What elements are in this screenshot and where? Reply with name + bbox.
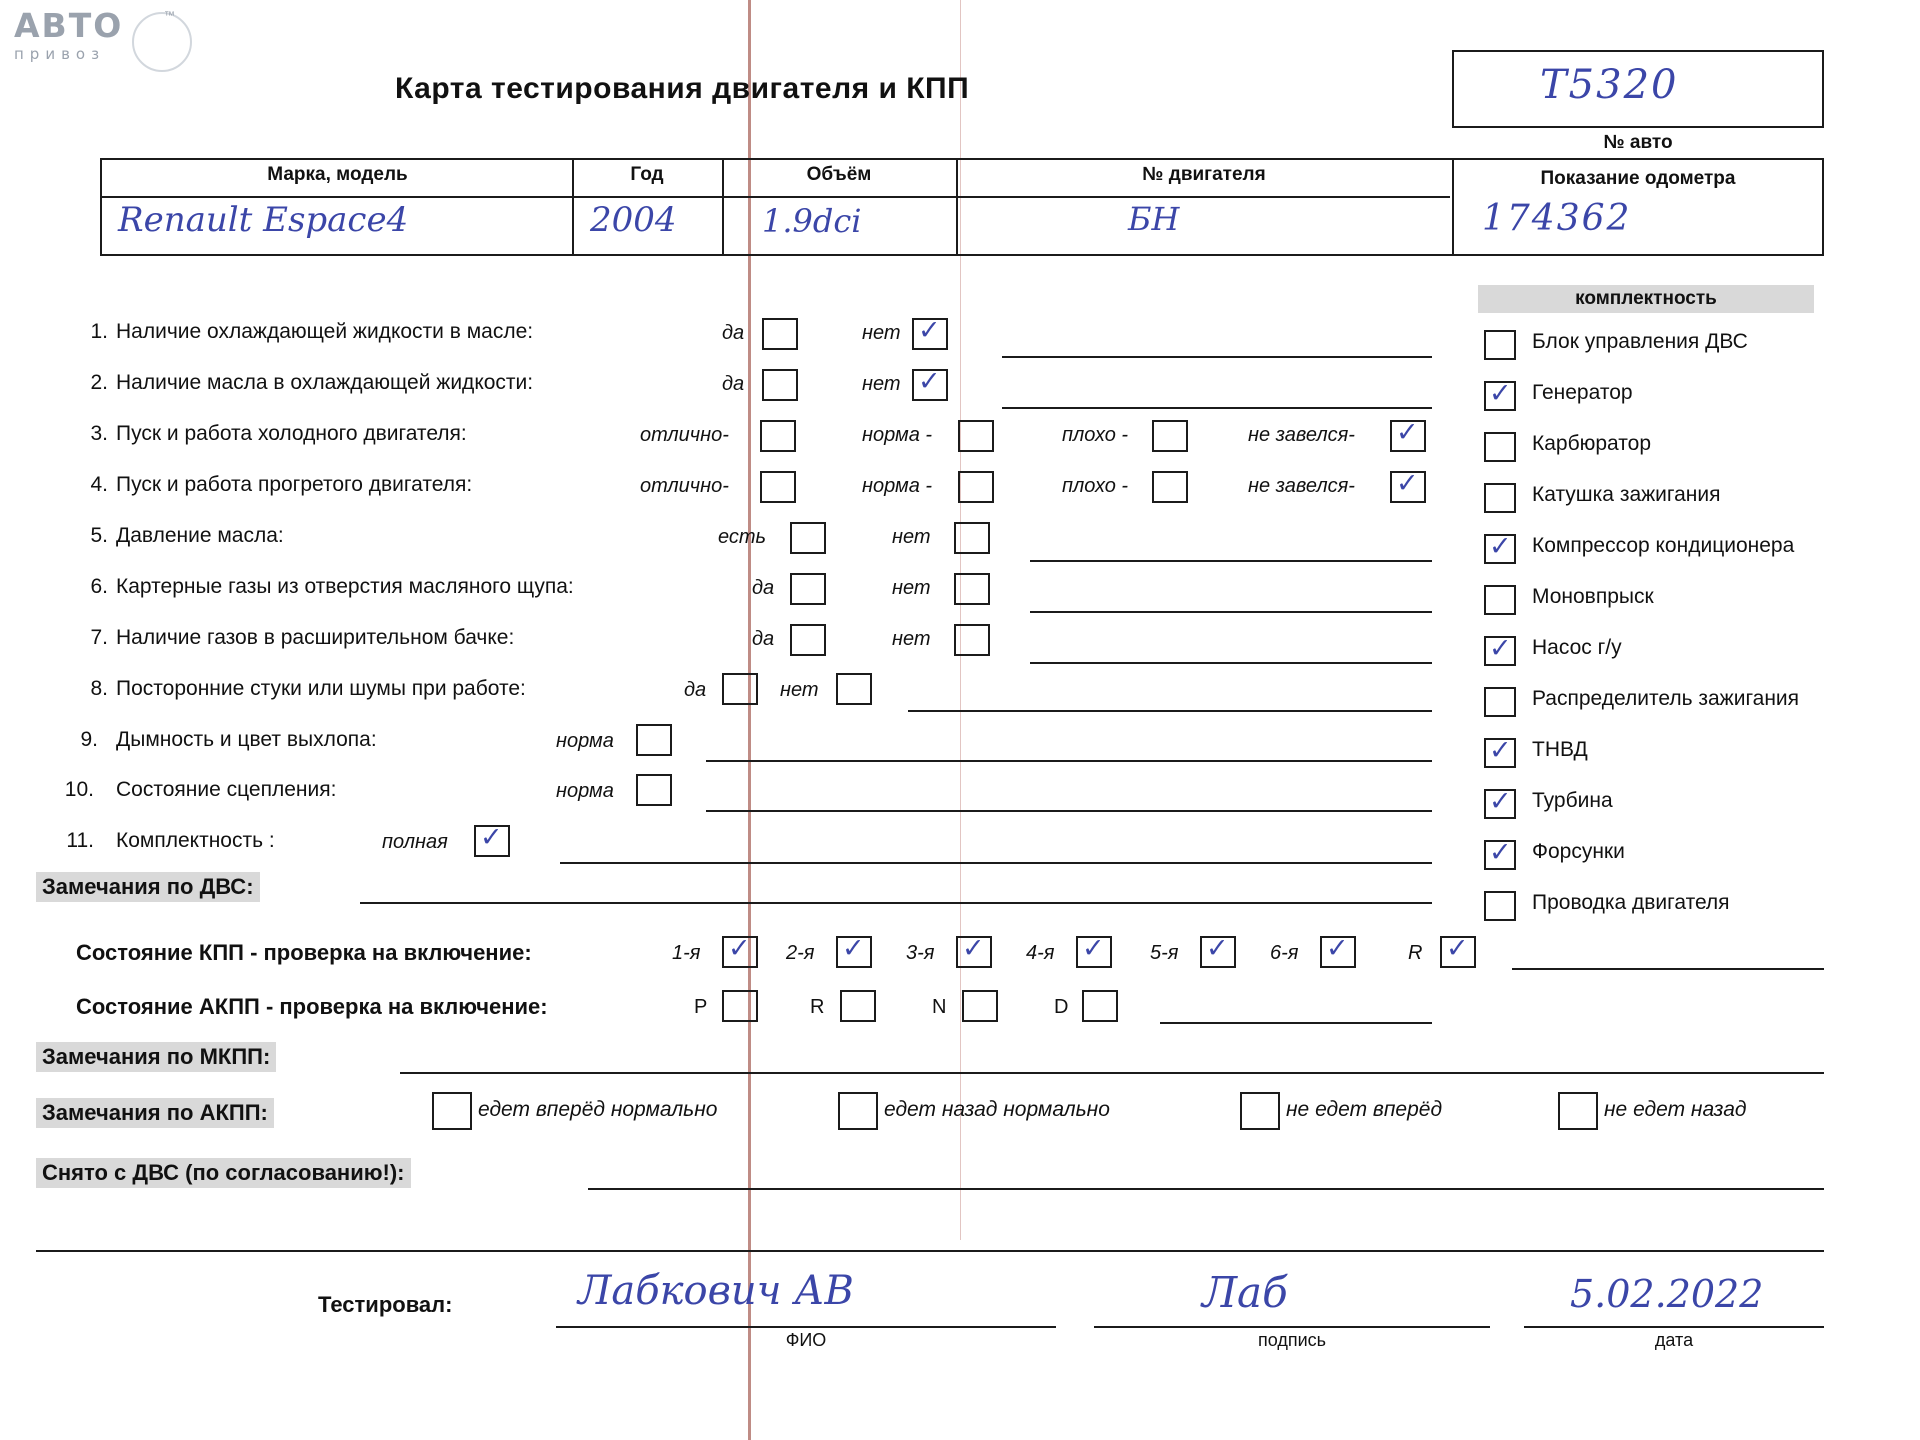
option-label-3-bad: плохо - bbox=[1062, 424, 1129, 446]
completeness-label-7: Распределитель зажигания bbox=[1532, 687, 1800, 710]
mkpp-notes-line bbox=[400, 1072, 1824, 1074]
checkbox-6-yes[interactable] bbox=[790, 573, 826, 605]
question-text-1: Наличие охлаждающей жидкости в масле: bbox=[116, 320, 534, 343]
completeness-check-mark-4: ✓ bbox=[1489, 531, 1512, 562]
tester-name-line bbox=[556, 1326, 1056, 1328]
akpp-row-line bbox=[1160, 1022, 1432, 1024]
akpp-gear-label-d: D bbox=[1054, 996, 1069, 1018]
option-label-6-yes: да bbox=[752, 577, 775, 599]
completeness-label-10: Форсунки bbox=[1532, 840, 1625, 863]
option-label-3-excellent: отлично- bbox=[640, 424, 729, 446]
completeness-label-6: Насос г/у bbox=[1532, 636, 1622, 659]
comment-line-9 bbox=[706, 760, 1432, 762]
akpp-checkbox-r[interactable] bbox=[840, 990, 876, 1022]
dvs-notes-line bbox=[360, 902, 1432, 904]
gear-label-6: 6-я bbox=[1270, 942, 1299, 964]
col-header-odometer: Показание одометра bbox=[1540, 168, 1736, 189]
section-label-removed: Снято с ДВС (по согласованию!): bbox=[36, 1158, 411, 1188]
comment-line-6 bbox=[1030, 611, 1432, 613]
checkbox-5-no[interactable] bbox=[954, 522, 990, 554]
tester-signature-line bbox=[1094, 1326, 1490, 1328]
value-brand-model: Renault Espace4 bbox=[118, 200, 409, 240]
akpp-note-label-0: едет вперёд нормально bbox=[478, 1098, 718, 1121]
completeness-check-mark-1: ✓ bbox=[1489, 378, 1512, 409]
comment-line-7 bbox=[1030, 662, 1432, 664]
checkbox-5-yes[interactable] bbox=[790, 522, 826, 554]
col-header-brand: Марка, модель bbox=[267, 164, 408, 185]
completeness-check-mark-9: ✓ bbox=[1489, 786, 1512, 817]
option-label-4-normal: норма - bbox=[862, 475, 933, 497]
akpp-note-label-1: едет назад нормально bbox=[884, 1098, 1110, 1121]
comment-line-2 bbox=[1002, 407, 1432, 409]
test-date-value: 5.02.2022 bbox=[1570, 1272, 1764, 1316]
logo-circle-icon bbox=[132, 12, 192, 72]
gear-check-mark-5: ✓ bbox=[1206, 933, 1229, 964]
value-engine-number: БН bbox=[1128, 200, 1180, 238]
option-label-7-no: нет bbox=[892, 628, 931, 650]
check-mark-11: ✓ bbox=[480, 822, 503, 853]
option-label-9-normal: норма bbox=[556, 730, 614, 752]
question-text-4: Пуск и работа прогретого двигателя: bbox=[116, 473, 473, 496]
question-text-9: Дымность и цвет выхлопа: bbox=[116, 728, 377, 751]
question-text-11: Комплектность : bbox=[116, 829, 275, 852]
checkbox-6-no[interactable] bbox=[954, 573, 990, 605]
gear-check-mark-1: ✓ bbox=[728, 933, 751, 964]
question-number-2: 2. bbox=[90, 371, 108, 394]
completeness-label-11: Проводка двигателя bbox=[1532, 891, 1730, 914]
akpp-checkbox-d[interactable] bbox=[1082, 990, 1118, 1022]
completeness-label-0: Блок управления ДВС bbox=[1532, 330, 1748, 353]
akpp-note-label-3: не едет назад bbox=[1604, 1098, 1747, 1121]
question-number-7: 7. bbox=[90, 626, 108, 649]
option-label-2-no: нет bbox=[862, 373, 901, 395]
option-label-8-no: нет bbox=[780, 679, 819, 701]
tester-name-value: Лабкович АВ bbox=[578, 1268, 854, 1314]
completeness-checkbox-3[interactable] bbox=[1484, 483, 1516, 513]
completeness-checkbox-2[interactable] bbox=[1484, 432, 1516, 462]
option-label-7-yes: да bbox=[752, 628, 775, 650]
comment-line-1 bbox=[1002, 356, 1432, 358]
question-number-4: 4. bbox=[90, 473, 108, 496]
completeness-label-1: Генератор bbox=[1532, 381, 1633, 404]
gear-check-mark-6: ✓ bbox=[1326, 933, 1349, 964]
gear-label-1: 1-я bbox=[672, 942, 701, 964]
option-label-11-full: полная bbox=[382, 831, 448, 853]
option-label-4-bad: плохо - bbox=[1062, 475, 1129, 497]
avtoprivoz-logo bbox=[14, 8, 184, 84]
value-year: 2004 bbox=[590, 200, 677, 240]
question-text-6: Картерные газы из отверстия масляного щупа: bbox=[116, 575, 574, 598]
option-label-3-normal: норма - bbox=[862, 424, 933, 446]
lot-number-value: T5320 bbox=[1540, 62, 1679, 108]
comment-line-10 bbox=[706, 810, 1432, 812]
completeness-check-mark-6: ✓ bbox=[1489, 633, 1512, 664]
test-date-line bbox=[1524, 1326, 1824, 1328]
question-text-3: Пуск и работа холодного двигателя: bbox=[116, 422, 467, 445]
checkbox-7-no[interactable] bbox=[954, 624, 990, 656]
logo-trademark: ™ bbox=[164, 10, 175, 22]
checkbox-4-excellent[interactable] bbox=[760, 471, 796, 503]
question-text-10: Состояние сцепления: bbox=[116, 778, 337, 801]
option-label-5-yes: есть bbox=[718, 526, 767, 548]
completeness-label-4: Компрессор кондиционера bbox=[1532, 534, 1795, 557]
question-number-1: 1. bbox=[90, 320, 108, 343]
comment-line-5 bbox=[1030, 560, 1432, 562]
page-title: Карта тестирования двигателя и КПП bbox=[395, 72, 970, 105]
akpp-checkbox-n[interactable] bbox=[962, 990, 998, 1022]
question-text-5: Давление масла: bbox=[116, 524, 284, 547]
gear-label-3: 3-я bbox=[906, 942, 935, 964]
gear-check-mark-4: ✓ bbox=[1082, 933, 1105, 964]
check-mark-3: ✓ bbox=[1396, 417, 1419, 448]
col-header-year: Год bbox=[630, 164, 664, 185]
checkbox-2-yes[interactable] bbox=[762, 369, 798, 401]
gear-check-mark-r: ✓ bbox=[1446, 933, 1469, 964]
tester-signature-value: Лаб bbox=[1202, 1268, 1288, 1317]
question-number-10: 10. bbox=[64, 778, 94, 801]
section-label-dvs-notes: Замечания по ДВС: bbox=[36, 872, 260, 902]
gear-check-mark-2: ✓ bbox=[842, 933, 865, 964]
option-label-3-nostart: не завелся- bbox=[1248, 424, 1355, 446]
option-label-1-yes: да bbox=[722, 322, 745, 344]
comment-line-11 bbox=[560, 862, 1432, 864]
akpp-gear-label-r: R bbox=[810, 996, 825, 1018]
check-mark-4: ✓ bbox=[1396, 468, 1419, 499]
akpp-note-checkbox-2[interactable] bbox=[1240, 1092, 1280, 1130]
removed-line-1 bbox=[588, 1188, 1824, 1190]
logo-sub-text: привоз bbox=[14, 45, 106, 63]
completeness-label-2: Карбюратор bbox=[1532, 432, 1652, 455]
checkbox-8-yes[interactable] bbox=[722, 673, 758, 705]
option-label-1-no: нет bbox=[862, 322, 901, 344]
checkbox-4-normal[interactable] bbox=[958, 471, 994, 503]
option-label-2-yes: да bbox=[722, 373, 745, 395]
lot-number-label: № авто bbox=[1603, 132, 1673, 153]
option-label-6-no: нет bbox=[892, 577, 931, 599]
check-mark-1: ✓ bbox=[918, 315, 941, 346]
gear-label-r: R bbox=[1408, 942, 1423, 964]
col-header-engine-no: № двигателя bbox=[1142, 164, 1266, 185]
question-number-9: 9. bbox=[80, 728, 98, 751]
question-text-2: Наличие масла в охлаждающей жидкости: bbox=[116, 371, 534, 394]
checkbox-9-normal[interactable] bbox=[636, 724, 672, 756]
completeness-label-9: Турбина bbox=[1532, 789, 1613, 812]
value-odometer: 174362 bbox=[1482, 198, 1632, 239]
completeness-panel-title: комплектность bbox=[1478, 285, 1814, 313]
section-label-akpp-notes: Замечания по АКПП: bbox=[36, 1098, 274, 1128]
question-number-8: 8. bbox=[90, 677, 108, 700]
akpp-note-checkbox-0[interactable] bbox=[432, 1092, 472, 1130]
mkpp-row-line bbox=[1512, 968, 1824, 970]
question-number-6: 6. bbox=[90, 575, 108, 598]
logo-main-text: АВТО bbox=[14, 6, 124, 45]
checkbox-3-normal[interactable] bbox=[958, 420, 994, 452]
completeness-label-8: ТНВД bbox=[1532, 738, 1588, 761]
checkbox-3-bad[interactable] bbox=[1152, 420, 1188, 452]
gear-label-2: 2-я bbox=[786, 942, 815, 964]
checkbox-3-excellent[interactable] bbox=[760, 420, 796, 452]
completeness-check-mark-8: ✓ bbox=[1489, 735, 1512, 766]
question-number-11: 11. bbox=[66, 829, 94, 852]
question-number-3: 3. bbox=[90, 422, 108, 445]
checkbox-10-normal[interactable] bbox=[636, 774, 672, 806]
question-number-5: 5. bbox=[90, 524, 108, 547]
removed-line-2 bbox=[36, 1250, 1824, 1252]
check-mark-2: ✓ bbox=[918, 366, 941, 397]
completeness-label-5: Моновпрыск bbox=[1532, 585, 1654, 608]
option-label-10-normal: норма bbox=[556, 780, 614, 802]
mkpp-row-label: Состояние КПП - проверка на включение: bbox=[76, 940, 532, 965]
option-label-5-no: нет bbox=[892, 526, 931, 548]
gear-check-mark-3: ✓ bbox=[962, 933, 985, 964]
vehicle-info-header-divider bbox=[100, 196, 1450, 198]
akpp-gear-label-p: P bbox=[694, 996, 708, 1018]
option-label-8-yes: да bbox=[684, 679, 707, 701]
gear-label-4: 4-я bbox=[1026, 942, 1055, 964]
tester-name-caption: ФИО bbox=[785, 1330, 827, 1350]
akpp-gear-label-n: N bbox=[932, 996, 947, 1018]
option-label-4-nostart: не завелся- bbox=[1248, 475, 1355, 497]
akpp-note-checkbox-3[interactable] bbox=[1558, 1092, 1598, 1130]
checkbox-4-bad[interactable] bbox=[1152, 471, 1188, 503]
gear-label-5: 5-я bbox=[1150, 942, 1179, 964]
akpp-row-label: Состояние АКПП - проверка на включение: bbox=[76, 994, 548, 1019]
comment-line-8 bbox=[908, 710, 1432, 712]
completeness-check-mark-10: ✓ bbox=[1489, 837, 1512, 868]
completeness-checkbox-7[interactable] bbox=[1484, 687, 1516, 717]
checkbox-8-no[interactable] bbox=[836, 673, 872, 705]
test-date-caption: дата bbox=[1654, 1330, 1694, 1350]
col-header-volume: Объём bbox=[806, 164, 872, 185]
completeness-label-3: Катушка зажигания bbox=[1532, 483, 1721, 506]
question-text-7: Наличие газов в расширительном бачке: bbox=[116, 626, 515, 649]
tester-signature-caption: подпись bbox=[1257, 1330, 1327, 1350]
completeness-checkbox-5[interactable] bbox=[1484, 585, 1516, 615]
tested-by-label: Тестировал: bbox=[318, 1292, 453, 1317]
checkbox-7-yes[interactable] bbox=[790, 624, 826, 656]
akpp-note-label-2: не едет вперёд bbox=[1286, 1098, 1443, 1121]
question-text-8: Посторонние стуки или шумы при работе: bbox=[116, 677, 526, 700]
akpp-checkbox-p[interactable] bbox=[722, 990, 758, 1022]
akpp-note-checkbox-1[interactable] bbox=[838, 1092, 878, 1130]
completeness-checkbox-0[interactable] bbox=[1484, 330, 1516, 360]
checkbox-1-yes[interactable] bbox=[762, 318, 798, 350]
section-label-mkpp-notes: Замечания по МКПП: bbox=[36, 1042, 276, 1072]
completeness-checkbox-11[interactable] bbox=[1484, 891, 1516, 921]
value-volume: 1.9dci bbox=[762, 202, 862, 240]
option-label-4-excellent: отлично- bbox=[640, 475, 729, 497]
